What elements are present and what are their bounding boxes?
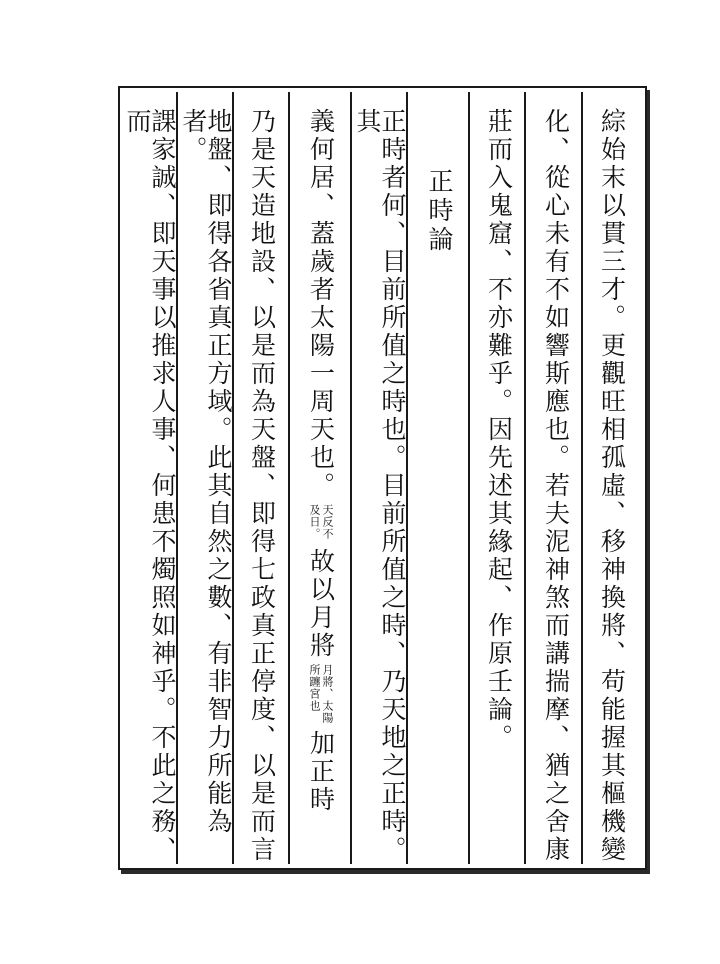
text-column-7 [236,88,288,868]
text-column-3 [474,88,524,868]
text-line: 化、從心未有不如響斯應也。若夫泥神煞而講揣摩、猶之舍康 [541,108,571,864]
note-line: 月將、太陽 [321,664,334,724]
text-column-8 [180,88,232,868]
text-line: 莊而入鬼窟、不亦難乎。因先述其緣起、作原壬論。 [484,108,514,752]
note-line: 及日。 [308,504,321,540]
column-rule [350,92,352,864]
text-column-2 [531,88,581,868]
text-line: 正時者何、目前所值之時也。目前所值之時、乃天地之正時。其 [353,108,407,864]
note-line: 天反不 [321,504,334,540]
column-rule [524,92,526,864]
note-line: 所躔宮也 [308,664,321,712]
column-rule [288,92,290,864]
text-column-5 [354,88,406,868]
text-line: 乃是天造地設、以是而為天盤、即得七政真正停度、以是而言 [247,108,277,864]
chapter-title: 正時論 [425,168,454,255]
text-segment: 義何居、蓋歲者太陽一周天也。 [306,108,336,500]
text-line: 地盤、即得各省真正方域。此其自然之數、有非智力所能為者。 [179,108,233,836]
text-line: 綜始末以貫三才。更觀旺相孤虛、移神換將、苟能握其樞機變 [597,108,627,864]
title-column [410,88,468,868]
text-column-1 [587,88,637,868]
text-column-9 [124,88,176,868]
inline-note [308,664,334,724]
text-segment: 故以月將 [306,548,336,660]
inline-note [308,504,334,540]
column-rule [581,92,583,864]
text-line: 課家誠、即天事以推求人事、何患不燭照如神乎。不此之務、而 [123,108,177,864]
text-segment: 加正時 [306,730,336,814]
text-column-6 [292,88,350,868]
page-frame [118,86,647,870]
column-rule [468,92,470,864]
